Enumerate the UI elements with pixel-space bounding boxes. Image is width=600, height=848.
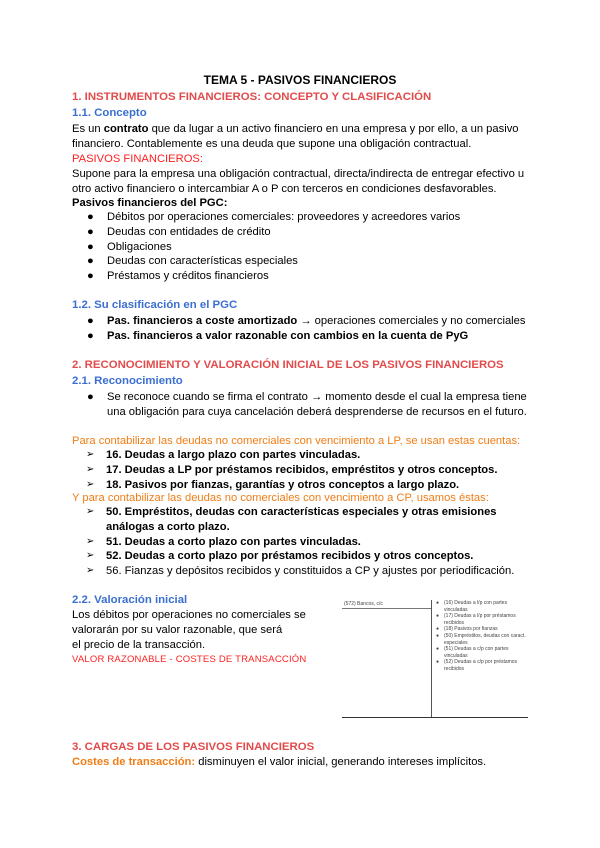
section-heading-1: 1. INSTRUMENTOS FINANCIEROS: CONCEPTO Y CLASIFICACIÓN [72,91,432,103]
t-bottom-line [342,717,528,718]
cp-intro: Y para contabilizar las deudas no comerciales con vencimiento a CP, usamos éstas: [72,492,489,504]
list-item: ● Se reconoce cuando se firma el contrato → momento desde el cual la empresa tiene una obligación para cuya cancelación deberá desprenderse de recursos en el futuro. [87,391,527,418]
list-item: ➢ 18. Pasivos por fianzas, garantías y otros conceptos a largo plazo. [86,478,460,491]
subsection-heading-concepto: 1.1. Concepto [72,107,147,119]
list-item: ● (51) Deudas a c/p con partes vinculadas [436,646,509,659]
clasificacion-list [72,314,532,344]
list-item: ● Deudas con características especiales [87,255,298,268]
cp-accounts-list [72,505,532,579]
section-heading-3: 3. CARGAS DE LOS PASIVOS FINANCIEROS [72,741,315,753]
list-item: ● Débitos por operaciones comerciales: proveedores y acreedores varios [87,211,461,223]
t-divider [431,600,432,717]
costes-paragraph: Costes de transacción: disminuyen el valor inicial, generando intereses implícitos. [72,756,487,768]
subsection-heading-valoracion: 2.2. Valoración inicial [72,594,188,606]
pgc-label: Pasivos financieros del PGC: [72,197,228,209]
list-item: ● (17) Deudas a l/p por préstamos recibidos [436,613,516,626]
list-item: ● Obligaciones [87,240,172,253]
page-title: TEMA 5 - PASIVOS FINANCIEROS [203,73,397,87]
list-item: ● Pas. financieros a valor razonable con cambios en la cuenta de PyG [87,329,469,342]
list-item: ➢ 16. Deudas a largo plazo con partes vinculadas. [86,449,361,461]
list-item: ● Préstamos y créditos financieros [87,270,269,283]
t-top-line [342,608,431,609]
reconocimiento-list [72,390,532,420]
list-item: ● (18) Pasivos por fianzas [436,626,498,633]
list-item: ➢ 56. Fianzas y depósitos recibidos y constituidos a CP y ajustes por periodificación. [86,565,515,578]
list-item: ● (16) Deudas a l/p con partes vinculadas [436,600,508,613]
diagram-credit-list [434,600,528,673]
list-item: ● (50) Empréstitos, deudas con caract. especiales [436,632,526,646]
diagram-debit-entry: (572) Bancos, c/c [344,601,383,607]
list-item: ● Deudas con entidades de crédito [87,225,271,238]
list-item: ➢ 50. Empréstitos, deudas con características especiales y otras emisiones análogas a corto plazo. [86,506,497,533]
section-heading-2: 2. RECONOCIMIENTO Y VALORACIÓN INICIAL DE LOS PASIVOS FINANCIEROS [72,359,504,371]
subsection-heading-clasificacion: 1.2. Su clasificación en el PGC [72,299,238,311]
lp-intro: Para contabilizar las deudas no comerciales con vencimiento a LP, se usan estas cuentas: [72,435,521,447]
pgc-list [72,210,532,284]
pasivos-label: PASIVOS FINANCIEROS: [72,153,203,165]
subsection-heading-reconocimiento: 2.1. Reconocimiento [72,375,183,387]
concepto-paragraph: Es un contrato que da lugar a un activo financiero en una empresa y por ello, a un pasivo financiero. Contablemente es una deuda que supone una obligación contractual. [72,123,519,150]
accounting-t-diagram [342,600,528,718]
lp-accounts-list [72,448,532,492]
list-item: ➢ 51. Deudas a corto plazo con partes vinculadas. [86,535,361,548]
list-item: ● (52) Deudas a c/p por préstamos recibidos [436,659,518,672]
valoracion-paragraph: Los débitos por operaciones no comerciales se valorarán por su valor razonable, que será el precio de la transacción. [72,609,306,651]
list-item: ➢ 52. Deudas a corto plazo por préstamos recibidos y otros conceptos. [86,550,474,563]
list-item: ● Pas. financieros a coste amortizado → operaciones comerciales y no comerciales [87,315,526,327]
valoracion-formula: VALOR RAZONABLE - COSTES DE TRANSACCIÓN [72,654,307,665]
list-item: ➢ 17. Deudas a LP por préstamos recibidos, empréstitos y otros conceptos. [86,463,498,476]
pasivos-definition: Supone para la empresa una obligación contractual, directa/indirecta de entregar efectivo u otro activo financiero o intercambiar A o P con terceros en condiciones desfavorables. [72,168,525,195]
